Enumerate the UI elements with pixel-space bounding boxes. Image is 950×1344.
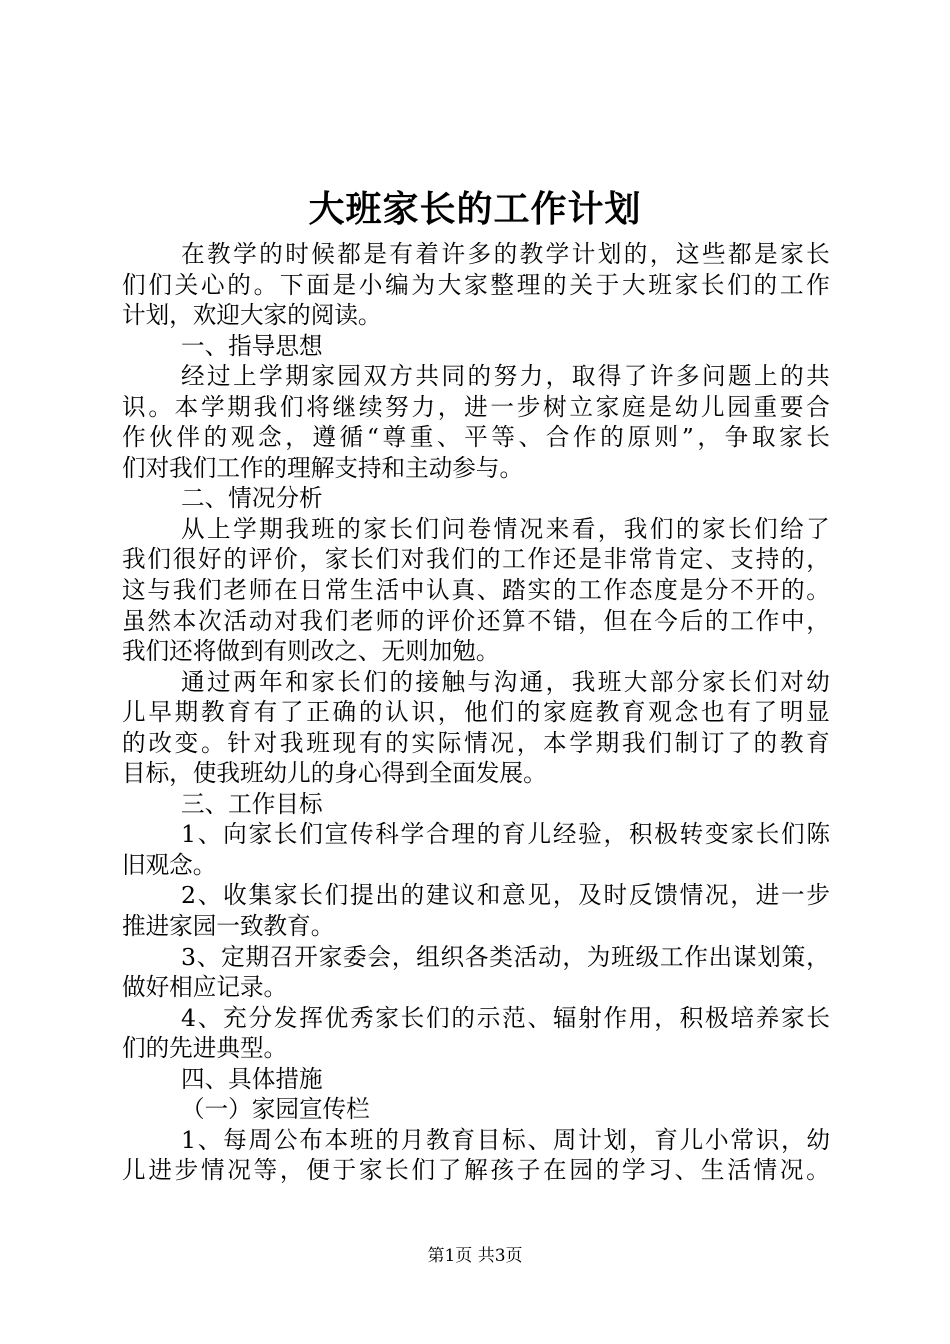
- text-line: 1 、 每 周 公 布 本 班 的 月 教 育 目 标 、 周 计 划 ， 育 儿 小 常 识 ， 幼: [181, 1125, 830, 1154]
- document-body: [122, 239, 830, 1186]
- text-line: 旧观念。: [122, 850, 217, 879]
- text-line: 计划，欢迎大家的阅读。: [122, 301, 382, 330]
- document-title: 大班家长的工作计划: [308, 188, 642, 230]
- text-line: 做好相应记录。: [122, 973, 288, 1002]
- text-line: 我 们 很 好 的 评 价 ， 家 长 们 对 我 们 的 工 作 还 是 非 常 肯 定 、 支 持 的 ，: [122, 545, 830, 574]
- text-line: 这 与 我 们 老 师 在 日 常 生 活 中 认 真 、 踏 实 的 工 作 态 度 是 分 不 开 的 。: [122, 576, 830, 605]
- text-line: 2 、 收 集 家 长 们 提 出 的 建 议 和 意 见 ， 及 时 反 馈 情 况 ， 进 一 步: [181, 881, 830, 910]
- text-line: 4 、 充 分 发 挥 优 秀 家 长 们 的 示 范 、 辐 射 作 用 ， 积 极 培 养 家 长: [181, 1003, 830, 1032]
- text-line: 儿 进 步 情 况 等 ， 便 于 家 长 们 了 解 孩 子 在 园 的 学 习 、 生 活 情 况 。: [122, 1156, 830, 1185]
- text-line: 们的先进典型。: [122, 1034, 288, 1063]
- text-line: 通 过 两 年 和 家 长 们 的 接 触 与 沟 通 ， 我 班 大 部 分 家 长 们 对 幼: [181, 667, 830, 696]
- text-line: 我们还将做到有则改之、无则加勉。: [122, 637, 500, 666]
- text-line: 儿 早 期 教 育 有 了 正 确 的 认 识 ， 他 们 的 家 庭 教 育 观 念 也 有 了 明 显: [122, 698, 830, 727]
- text-line: （一）家园宣传栏: [181, 1095, 370, 1124]
- text-line: 二、情况分析: [181, 484, 323, 513]
- text-line: 三、工作目标: [181, 789, 323, 818]
- page-footer: 第1页 共3页: [427, 1246, 523, 1266]
- text-line: 推进家园一致教育。: [122, 912, 335, 941]
- text-line: 经 过 上 学 期 家 园 双 方 共 同 的 努 力 ， 取 得 了 许 多 问 题 上 的 共: [181, 362, 830, 391]
- text-line: 识 。 本 学 期 我 们 将 继 续 努 力 ， 进 一 步 树 立 家 庭 是 幼 儿 园 重 要 合: [122, 392, 830, 421]
- text-line: 四、具体措施: [181, 1064, 323, 1093]
- text-line: 们对我们工作的理解支持和主动参与。: [122, 453, 524, 482]
- text-line: 虽 然 本 次 活 动 对 我 们 老 师 的 评 价 还 算 不 错 ， 但 在 今 后 的 工 作 中 ，: [122, 606, 830, 635]
- text-line: 一、指导思想: [181, 331, 323, 360]
- text-line: 作 伙 伴 的 观 念 ， 遵 循 “ 尊 重 、 平 等 、 合 作 的 原 则 ” ， 争 取 家 长: [122, 423, 830, 452]
- text-line: 1 、 向 家 长 们 宣 传 科 学 合 理 的 育 儿 经 验 ， 积 极 转 变 家 长 们 陈: [181, 820, 830, 849]
- text-line: 在 教 学 的 时 候 都 是 有 着 许 多 的 教 学 计 划 的 ， 这 些 都 是 家 长: [181, 240, 830, 268]
- text-line: 3 、 定 期 召 开 家 委 会 ， 组 织 各 类 活 动 ， 为 班 级 工 作 出 谋 划 策 ，: [181, 942, 830, 971]
- text-line: 目标，使我班幼儿的身心得到全面发展。: [122, 759, 547, 788]
- text-line: 的 改 变 。 针 对 我 班 现 有 的 实 际 情 况 ， 本 学 期 我 们 制 订 了 的 教 育: [122, 728, 830, 757]
- text-line: 们 们 关 心 的 。 下 面 是 小 编 为 大 家 整 理 的 关 于 大 班 家 长 们 的 工 作: [122, 270, 830, 299]
- text-line: 从 上 学 期 我 班 的 家 长 们 问 卷 情 况 来 看 ， 我 们 的 家 长 们 给 了: [181, 514, 830, 543]
